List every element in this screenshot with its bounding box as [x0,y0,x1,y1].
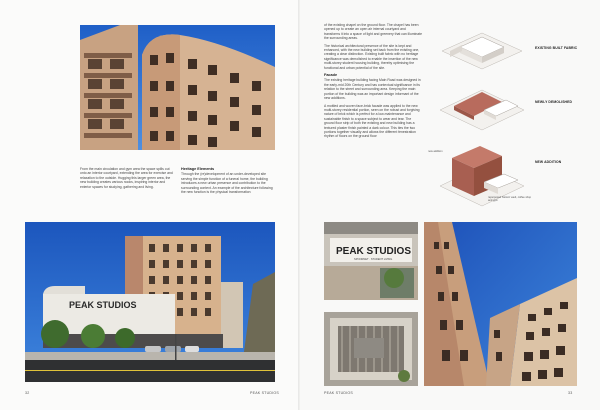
photo-towers-upward [424,222,577,386]
label-new-addition: NEW ADDITION [535,160,562,164]
signage-sub-text: SPOORNET · STUDENT LIVING [354,258,393,261]
left-col1-text: From the main circulation and gym area the space spills out onto an interior courtyard, extending the area for exercise and relaxation to the outside. Hugging this larger green area, the new building creates various nooks, inspiring interior and exterior spaces for studying, gathering and living. [80,167,173,189]
curved-facade-illustration [80,25,275,150]
diagram-existing [432,25,532,73]
aerial-illustration [324,312,418,386]
demolished-diagram [432,80,532,132]
heritage-heading: Heritage Elements [181,167,215,171]
label-new-addition-small: new addition [428,150,443,153]
left-text-col-1 [80,167,174,192]
diagram-demolished [432,80,532,132]
right-running-title: PEAK STUDIOS [324,391,353,395]
left-text-col-2 [181,167,275,197]
building-sign-text: PEAK STUDIOS [69,300,137,310]
right-para-2: The historical architectural presence of the site is kept and enhanced, with the new building set back from the existing one, creating a clear distinction. Existing built fabric with no heritage significance was demolished to enable the insertion of the new multi-storey student housing building, thereby optimising the functional and urban potential of the site. [324,43,420,70]
photo-signage [324,222,418,300]
existing-fabric-diagram [432,25,532,73]
photo-street-view [25,222,275,382]
right-para-3: The existing heritage building facing Main Road was designed in the early-mid 20th Century and has contextual significance in its relation to the street and surrounding area. Keeping the main portion of the building was an important design informant of the new additions. [324,78,421,101]
left-col2-text: Through the (re)development of an under-developed site serving the simple function of a funeral home, the building introduces a new urban presence and contribution to the surrounding context. An example of the architecture following the new function is the physical transformation [181,172,273,195]
right-para-4: A mottled and woven face-brick facade was applied to the new multi-storey residential portion, seen on the robust and forgiving nature of brick which is perfect for a low-maintenance and sustainable finish to a space subject to wear and tear. The ground floor strip of both the existing and new building has a textured plaster finish painted a dark colour. This ties the two portions together visually and allows the different fenestration rhythm of floors on the ground floor [324,103,420,139]
right-page [300,0,600,410]
label-vault-note: repurposed historic vault, coffee shop and gym [488,196,532,202]
signage-illustration [324,222,418,300]
right-para-1: of the existing chapel on the ground floor. The chapel has been opened up to create an open air internal courtyard and transforms it into a space of light and greenery that can illuminate the surrounding areas. [324,23,423,41]
right-page-number: 33 [568,391,573,395]
signage-main-text: PEAK STUDIOS [336,246,412,257]
left-running-title: PEAK STUDIOS [250,391,279,395]
right-text-column [324,23,422,142]
photo-curved-facade [80,25,275,150]
photo-aerial-courtyard [324,312,418,386]
left-page-number: 32 [25,391,30,395]
label-existing: EXISTING BUILT FABRIC [535,46,578,50]
facade-heading: Facade [324,73,338,78]
street-view-illustration [25,222,275,382]
towers-illustration [424,222,577,386]
label-demolished: NEWLY DEMOLISHED [535,100,573,104]
